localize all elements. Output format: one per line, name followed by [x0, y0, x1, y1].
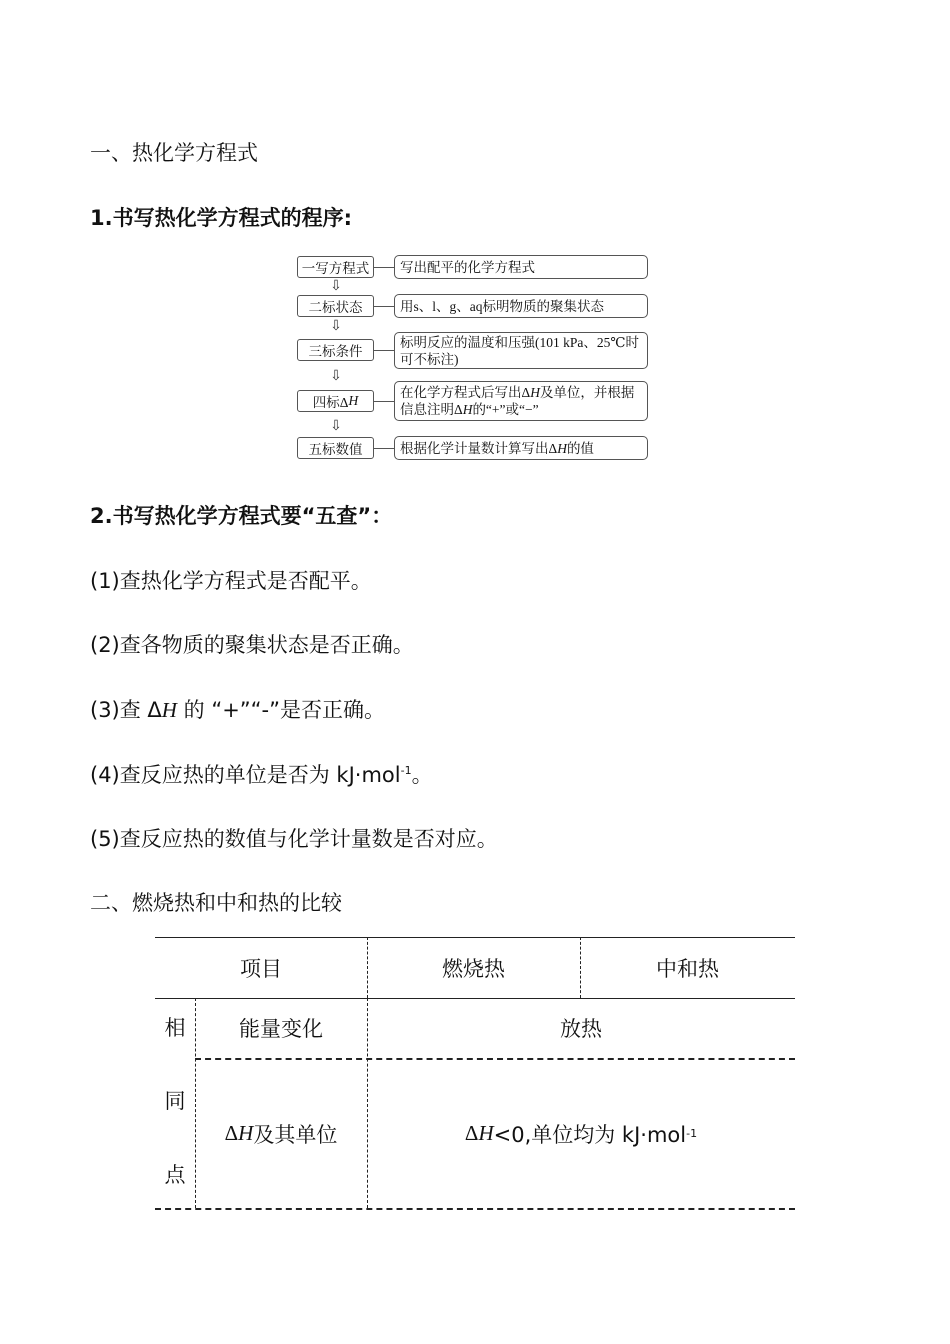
check-item-5: (5)查反应热的数值与化学计量数是否对应。: [90, 827, 498, 851]
section-title-thermochemical-equation: 一、热化学方程式: [90, 141, 258, 165]
check-item-4-superscript: -1: [400, 764, 412, 777]
row-enthalpy-label: [195, 1059, 367, 1208]
comparison-table: [155, 937, 795, 1212]
flow-step-5-label: 五标数值: [297, 437, 374, 459]
row-enthalpy-label-text: 及其单位: [253, 1122, 338, 1147]
flow-step-4-desc-part3: 的“+”或“−”: [472, 402, 539, 417]
header-item: 项目: [240, 956, 282, 981]
header-combustion-heat: 燃烧热: [442, 956, 505, 981]
delta-symbol: Δ: [464, 1121, 479, 1145]
flow-step-2-desc: 用s、l、g、aq标明物质的聚集状态: [394, 294, 648, 318]
check-item-1: (1)查热化学方程式是否配平。: [90, 569, 372, 593]
flow-step-3-label: 三标条件: [297, 339, 374, 361]
check-item-3-part2: 的 “+”“-”是否正确。: [176, 698, 386, 722]
row-enthalpy-value-text: <0,单位均为 kJ·mol: [493, 1122, 687, 1147]
down-arrow-icon: ⇩: [330, 418, 342, 434]
flow-step-3-connector: [374, 350, 394, 351]
flow-step-4-connector: [374, 401, 394, 402]
check-item-3: [90, 694, 385, 724]
enthalpy-symbol: H: [161, 698, 177, 722]
enthalpy-symbol: H: [348, 393, 359, 408]
subsection-title-five-checks: 2.书写热化学方程式要“五查”：: [90, 504, 393, 528]
header-neutralization-heat: 中和热: [656, 956, 719, 981]
row-enthalpy-value: Δ H <0,单位均为 kJ·mol -1: [367, 1059, 795, 1208]
check-item-3-part1: (3)查 Δ: [90, 698, 162, 722]
enthalpy-symbol: H: [478, 1121, 494, 1145]
enthalpy-symbol: H: [557, 440, 567, 456]
flow-step-5-connector: [374, 448, 394, 449]
check-item-2: (2)查各物质的聚集状态是否正确。: [90, 633, 414, 657]
check-item-4-part1: (4)查反应热的单位是否为 kJ·mol: [90, 763, 401, 787]
enthalpy-symbol: H: [462, 402, 473, 417]
section-title-heat-comparison: 二、燃烧热和中和热的比较: [90, 891, 342, 915]
group-label-char-2: 同: [164, 1089, 186, 1113]
enthalpy-symbol: H: [238, 1121, 254, 1145]
check-item-4-part2: 。: [411, 763, 433, 787]
flow-step-4-label: [297, 390, 374, 412]
check-item-4: [90, 759, 433, 789]
flow-step-2-label: 二标状态: [297, 295, 374, 317]
delta-symbol: Δ: [224, 1121, 239, 1145]
flow-step-3-desc: 标明反应的温度和压强(101 kPa、25℃时可不标注): [394, 332, 648, 369]
group-label-char-1: 相: [164, 1016, 186, 1040]
subsection-title-writing-procedure: 1.书写热化学方程式的程序:: [90, 206, 352, 230]
flow-step-5-desc-part2: 的值: [566, 440, 594, 456]
group-label-char-3: 点: [164, 1163, 186, 1187]
flow-step-4-label-prefix: 四标Δ: [312, 395, 349, 410]
down-arrow-icon: ⇩: [330, 318, 342, 334]
flow-step-5-desc-part1: 根据化学计量数计算写出Δ: [400, 440, 558, 456]
flow-step-4-desc-part2: 及单位，并根据信息注明Δ: [400, 385, 635, 417]
flow-step-1-connector: [374, 267, 394, 268]
row-energy-change-value: 放热: [560, 1017, 602, 1041]
row-energy-change-label: 能量变化: [239, 1017, 323, 1041]
down-arrow-icon: ⇩: [330, 278, 342, 294]
flow-step-1-label: 一写方程式: [297, 256, 374, 278]
flow-step-4-desc-part1: 在化学方程式后写出Δ: [400, 385, 531, 400]
enthalpy-symbol: H: [530, 385, 540, 400]
down-arrow-icon: ⇩: [330, 368, 342, 384]
flow-step-4-desc: [394, 381, 648, 421]
table-bottom-rule: [155, 1208, 795, 1210]
flow-step-1-desc: 写出配平的化学方程式: [394, 255, 648, 279]
flow-step-2-connector: [374, 306, 394, 307]
flow-step-5-desc: [394, 436, 648, 460]
